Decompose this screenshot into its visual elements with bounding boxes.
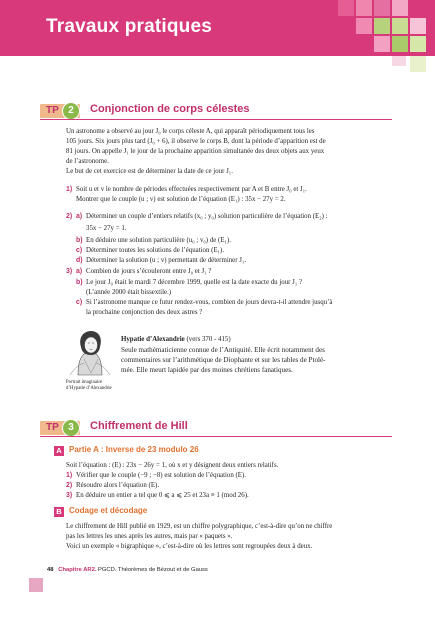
tp3-title: Chiffrement de Hill — [90, 420, 188, 432]
q2-equation: 35x − 27y = 1. — [86, 225, 127, 232]
part-a-q2-text: Résoudre alors l’équation (E). — [76, 482, 160, 489]
q3b-note: (L’année 2000 était bissextile.) — [86, 289, 172, 296]
q3b-label: b) — [76, 279, 83, 286]
tp3-number-badge: 3 — [62, 419, 80, 437]
part-a-equation: Soit l’équation : (E) : 23x − 26y = 1, où x et y désignent deux entiers relatifs. — [66, 462, 279, 469]
q3a-label: a) — [76, 268, 83, 275]
q3a-text: Combien de jours s’écouleront entre J₀ et J₁ ? — [86, 268, 212, 275]
portrait-caption-line: Portrait imaginaire — [66, 380, 103, 385]
tp2-intro-line: Le but de cet exercice est de déterminer la date de ce jour J₁. — [66, 168, 233, 175]
part-a-q2-number: 2) — [66, 482, 73, 489]
q2d-text: Déterminer la solution (u ; v) permettant de déterminer J₁. — [86, 257, 247, 264]
page-title: Travaux pratiques — [46, 16, 213, 37]
q2d-label: d) — [76, 257, 83, 264]
q3c-label: c) — [76, 299, 83, 306]
tp2-rule — [40, 119, 392, 120]
tp2-intro-line: 81 jours. On appelle J₁ le jour de la prochaine apparition simultanée des deux objets aux yeux — [66, 148, 325, 155]
tp2-number-badge: 2 — [62, 102, 80, 120]
hypatia-name: Hypatie d’Alexandrie — [121, 336, 185, 343]
q3c-text: la prochaine conjonction des deux astres ? — [86, 309, 203, 316]
part-a-q1-number: 1) — [66, 472, 73, 479]
tp3-rule — [40, 436, 392, 437]
hypatia-bio-line: commentaires sur l’arithmétique de Diophante et sur les tables de Ptolé- — [121, 356, 326, 364]
portrait-caption — [66, 380, 112, 392]
page-number: 48 — [47, 567, 54, 573]
part-a-title: Partie A : Inverse de 23 modulo 26 — [69, 445, 199, 454]
part-a-q3-number: 3) — [66, 492, 73, 499]
q3c-text: Si l’astronome manque ce futur rendez-vous, combien de jours devra-t-il attendre jusqu’à — [86, 299, 333, 306]
part-b-text-line: Le chiffrement de Hill publié en 1929, est un chiffre polygraphique, c’est-à-dire qu’on ne chiffre — [66, 523, 333, 530]
hypatia-bio-line: mée. Elle meurt lapidée par des moines chrétiens fanatiques. — [121, 366, 293, 374]
hypatia-portrait — [64, 329, 116, 377]
q1-text: Montrer que le couple (u ; v) est solution de l’équation (E₁) : 35x − 27y = 2. — [76, 196, 286, 203]
part-a-q1-text: Vérifier que le couple (−9 ; −8) est solution de l’équation (E). — [76, 472, 247, 479]
footer-subject: PGCD. Théorèmes de Bézout et de Gauss — [98, 567, 208, 573]
tp2-tab-label: TP — [46, 105, 59, 116]
q2a-text: Déterminer un couple d’entiers relatifs (x₀ ; y₀) solution particulière de l’équation (E₂) : — [86, 213, 328, 220]
part-b-letter: B — [54, 507, 64, 517]
part-b-title: Codage et décodage — [69, 506, 148, 515]
q3b-text: Le jour J₀ était le mardi 7 décembre 1999, quelle est la date exacte du jour J₁ ? — [86, 279, 303, 286]
footer-chapter: Chapitre AR2. — [58, 567, 97, 573]
page-footer — [47, 566, 208, 574]
tp2-intro-line: Un astronome a observé au jour J₀ le corps céleste A, qui apparaît périodiquement tous les — [66, 128, 315, 135]
hypatia-bio-line: Seule mathématicienne connue de l’Antiquité. Elle écrit notamment des — [121, 346, 325, 354]
hypatia-dates: (vers 370 - 415) — [184, 336, 231, 343]
part-a-letter: A — [54, 446, 64, 456]
q2b-label: b) — [76, 237, 83, 244]
q3-number: 3) — [66, 268, 73, 275]
tp2-title: Conjonction de corps célestes — [90, 103, 250, 115]
q1-text: Soit u et v le nombre de périodes effectuées respectivement par A et B entre J₀ et J₁. — [76, 186, 307, 193]
part-b-text-line: pas les lettres les unes après les autres, mais par « paquets ». — [66, 533, 233, 540]
q2c-text: Déterminer toutes les solutions de l’équation (E₁). — [86, 247, 225, 254]
q1-number: 1) — [66, 186, 73, 193]
footer-box — [29, 578, 43, 592]
q2c-label: c) — [76, 247, 83, 254]
q2-number: 2) — [66, 213, 73, 220]
q2b-text: En déduire une solution particulière (u₀ ; v₀) de (E₁). — [86, 237, 231, 244]
tp2-intro-line: 105 jours. Six jours plus tard (J₀ + 6), il observe le corps B, dont la période d’apparition est de — [66, 138, 326, 145]
tp3-tab-label: TP — [46, 422, 59, 433]
portrait-caption-line: d’Hypatie d’Alexandrie — [66, 386, 112, 391]
hypatia-heading — [121, 335, 231, 345]
part-b-text-line: Voici un exemple « bigraphique », c’est-à-dire où les lettres sont regroupées deux à deux. — [66, 543, 313, 550]
part-a-q3-text: En déduire un entier a tel que 0 ⩽ a ⩽ 25 et 23a ≡ 1 (mod 26). — [76, 492, 249, 499]
q2a-label: a) — [76, 213, 83, 220]
tp2-intro-line: de l’astronome. — [66, 158, 109, 165]
